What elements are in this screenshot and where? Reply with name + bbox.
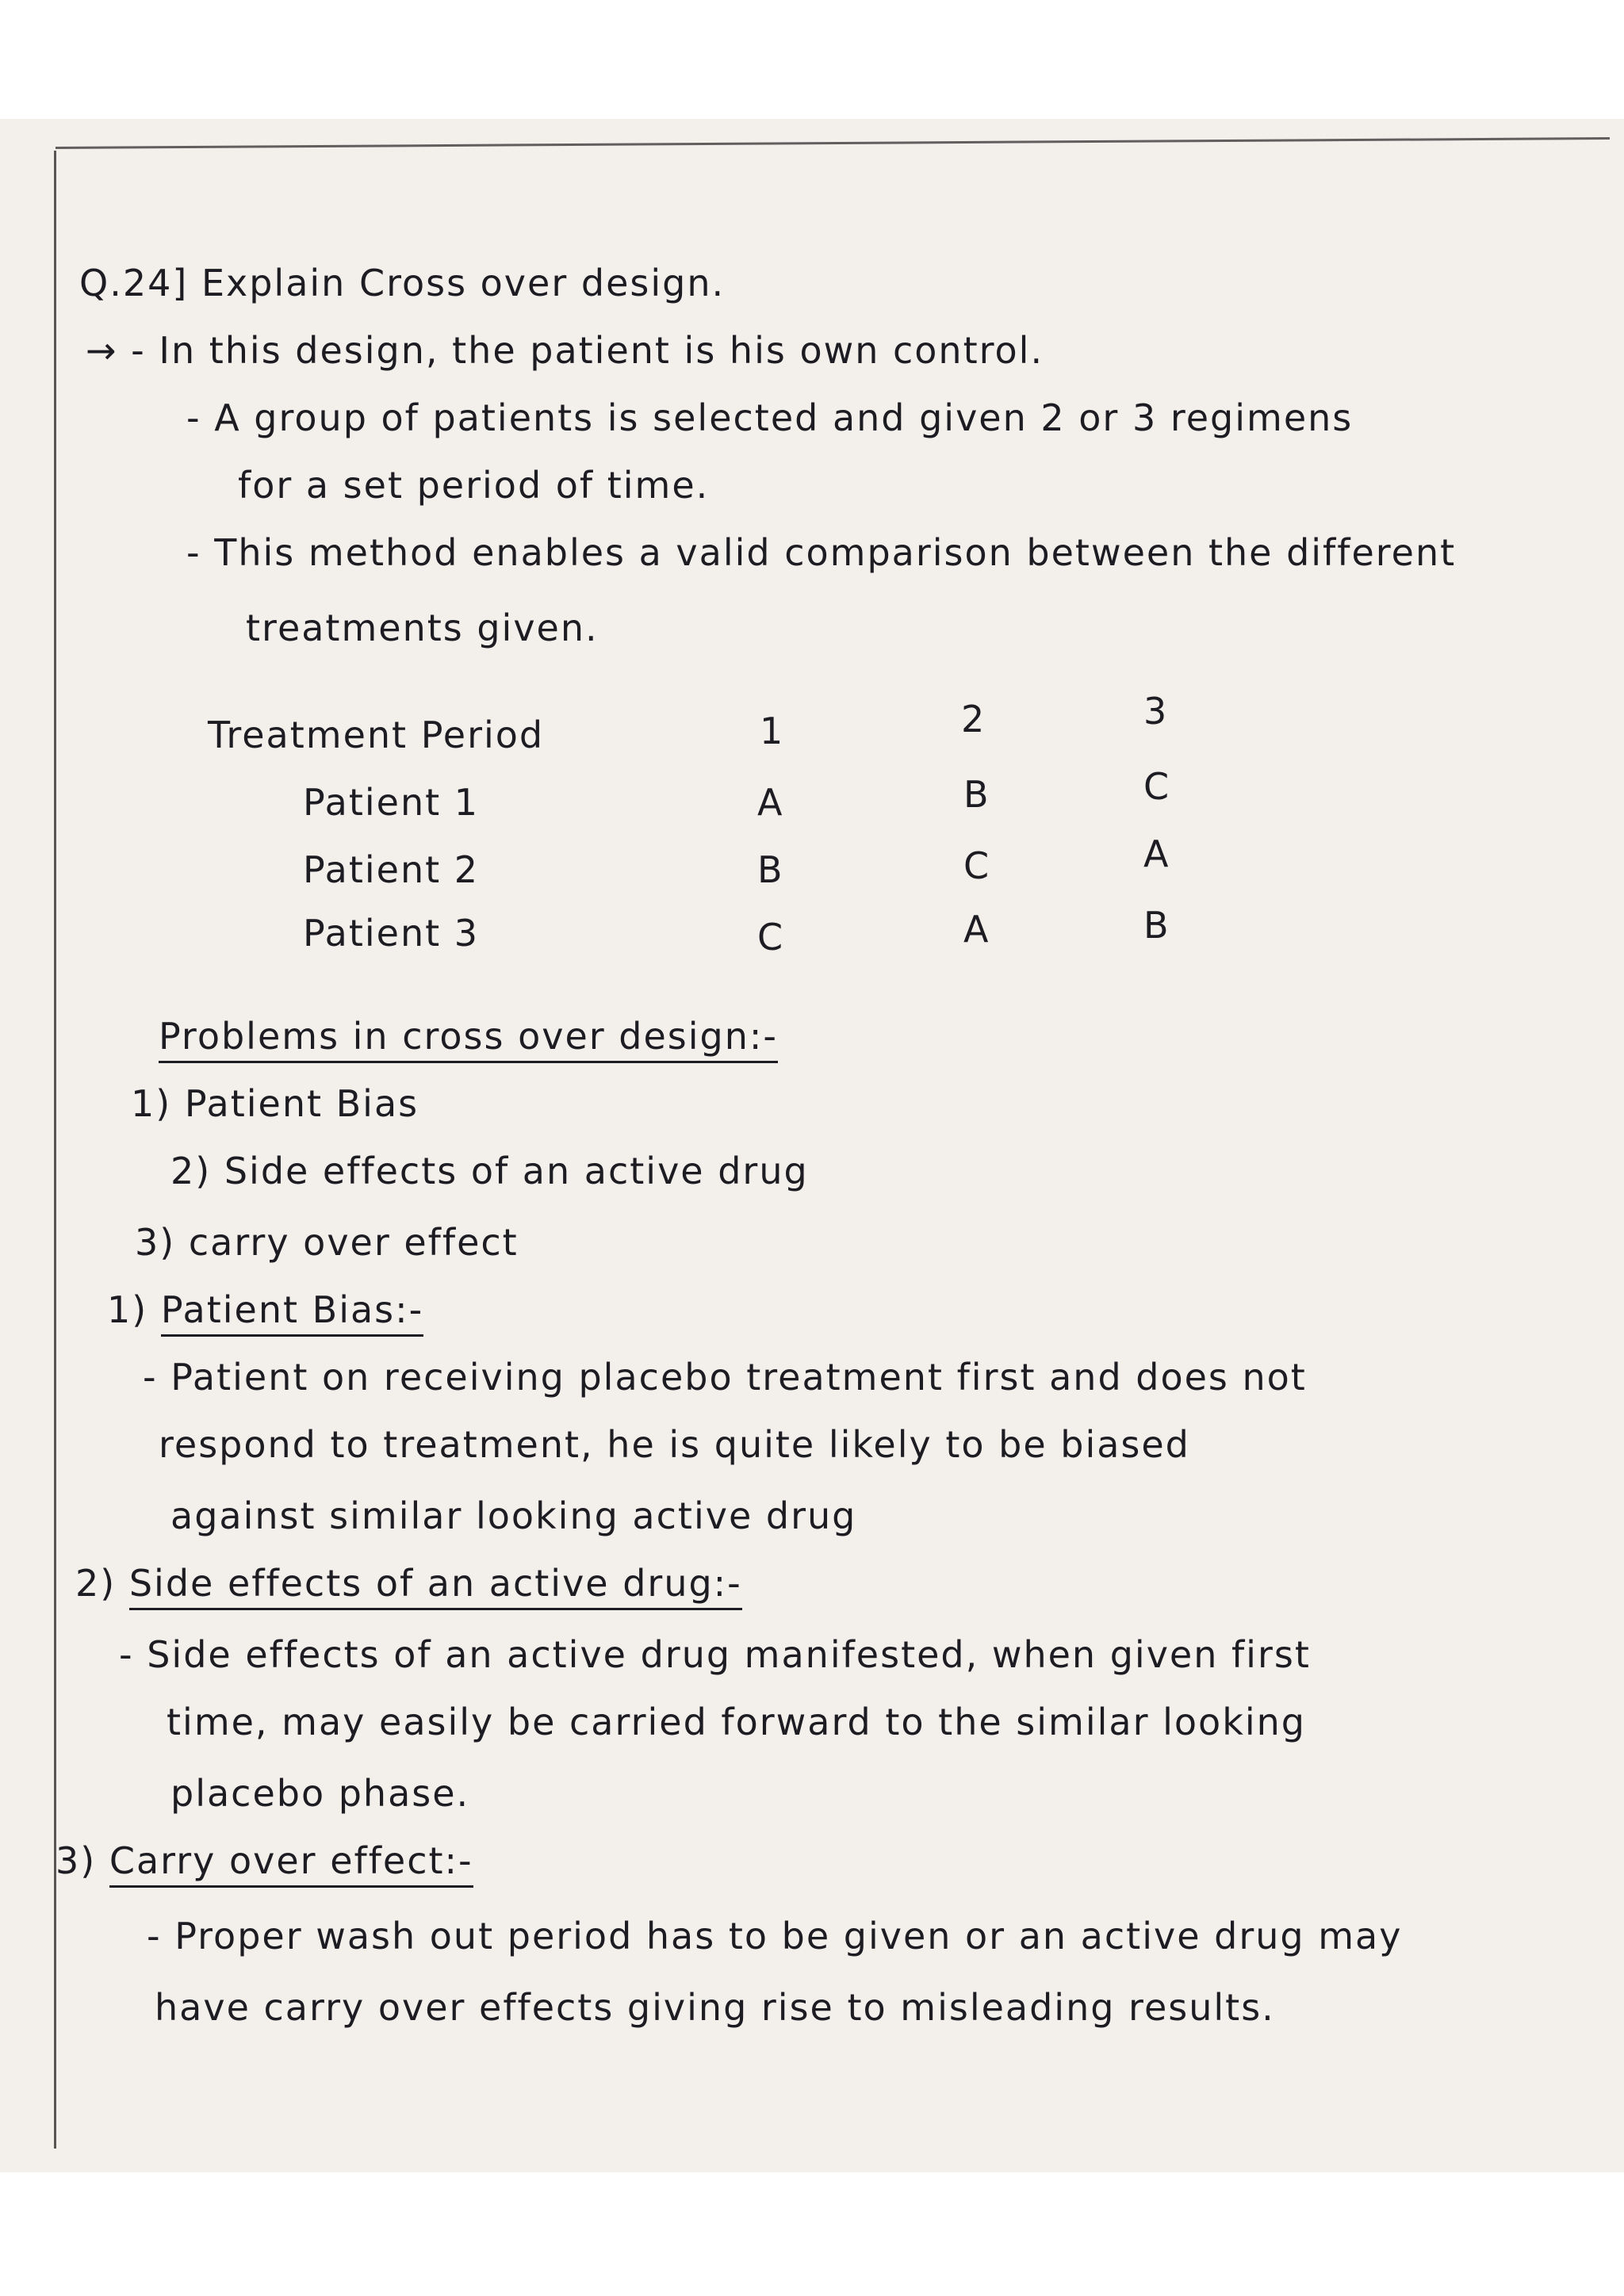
section-3-title: Carry over effect:- [109, 1839, 473, 1888]
table-header-label: Treatment Period [208, 714, 545, 756]
intro-line-2: - A group of patients is selected and given 2 or 3 regimens [186, 396, 1354, 439]
question-title: Explain Cross over design. [201, 262, 726, 304]
section-1-heading [107, 1288, 423, 1331]
section-2-line-1: - Side effects of an active drug manifested, when given first [119, 1633, 1311, 1676]
row-2-cell-1: B [757, 848, 783, 891]
row-1-cell-2: B [963, 773, 989, 816]
row-1-cell-1: A [757, 781, 783, 824]
background-bottom [0, 2172, 1624, 2296]
row-3-cell-2: A [963, 908, 989, 951]
row-1-patient: Patient 1 [303, 781, 480, 824]
section-3-heading [56, 1839, 473, 1882]
section-1-line-3: against similar looking active drug [170, 1494, 857, 1537]
section-2-number: 2) [75, 1562, 117, 1605]
row-3-patient: Patient 3 [303, 912, 480, 955]
intro-line-5: treatments given. [246, 607, 599, 649]
section-1-number: 1) [107, 1288, 148, 1331]
period-2: 2 [961, 698, 985, 740]
row-3-cell-3: B [1143, 904, 1169, 947]
background-top [0, 0, 1624, 119]
section-1-line-1: - Patient on receiving placebo treatment first and does not [143, 1356, 1307, 1399]
period-3: 3 [1143, 690, 1167, 733]
row-2-cell-3: A [1143, 832, 1169, 875]
question-heading [79, 262, 725, 304]
question-number: Q.24] [79, 262, 189, 304]
problem-item-1: 1) Patient Bias [131, 1082, 419, 1125]
section-3-line-1: - Proper wash out period has to be given or an active drug may [147, 1915, 1403, 1957]
section-3-number: 3) [56, 1839, 97, 1882]
intro-line-4: - This method enables a valid comparison between the different [186, 531, 1457, 574]
section-1-title: Patient Bias:- [161, 1288, 423, 1337]
section-3-line-2: have carry over effects giving rise to misleading results. [155, 1986, 1275, 2029]
row-1-cell-3: C [1143, 765, 1170, 808]
section-2-line-2: time, may easily be carried forward to the similar looking [167, 1701, 1306, 1743]
problem-item-2: 2) Side effects of an active drug [170, 1150, 809, 1192]
row-2-patient: Patient 2 [303, 848, 480, 891]
section-2-line-3: placebo phase. [170, 1772, 470, 1815]
problems-heading-text: Problems in cross over design:- [159, 1015, 778, 1063]
period-1: 1 [760, 710, 783, 752]
intro-line-1: → - In this design, the patient is his own control. [86, 329, 1044, 372]
intro-line-3: for a set period of time. [238, 464, 710, 507]
section-2-title: Side effects of an active drug:- [129, 1562, 742, 1610]
section-1-line-2: respond to treatment, he is quite likely to be biased [159, 1423, 1190, 1466]
section-2-heading [75, 1562, 742, 1605]
problems-heading [159, 1015, 778, 1058]
row-3-cell-1: C [757, 916, 783, 959]
row-2-cell-2: C [963, 844, 990, 887]
problem-item-3: 3) carry over effect [135, 1221, 519, 1264]
